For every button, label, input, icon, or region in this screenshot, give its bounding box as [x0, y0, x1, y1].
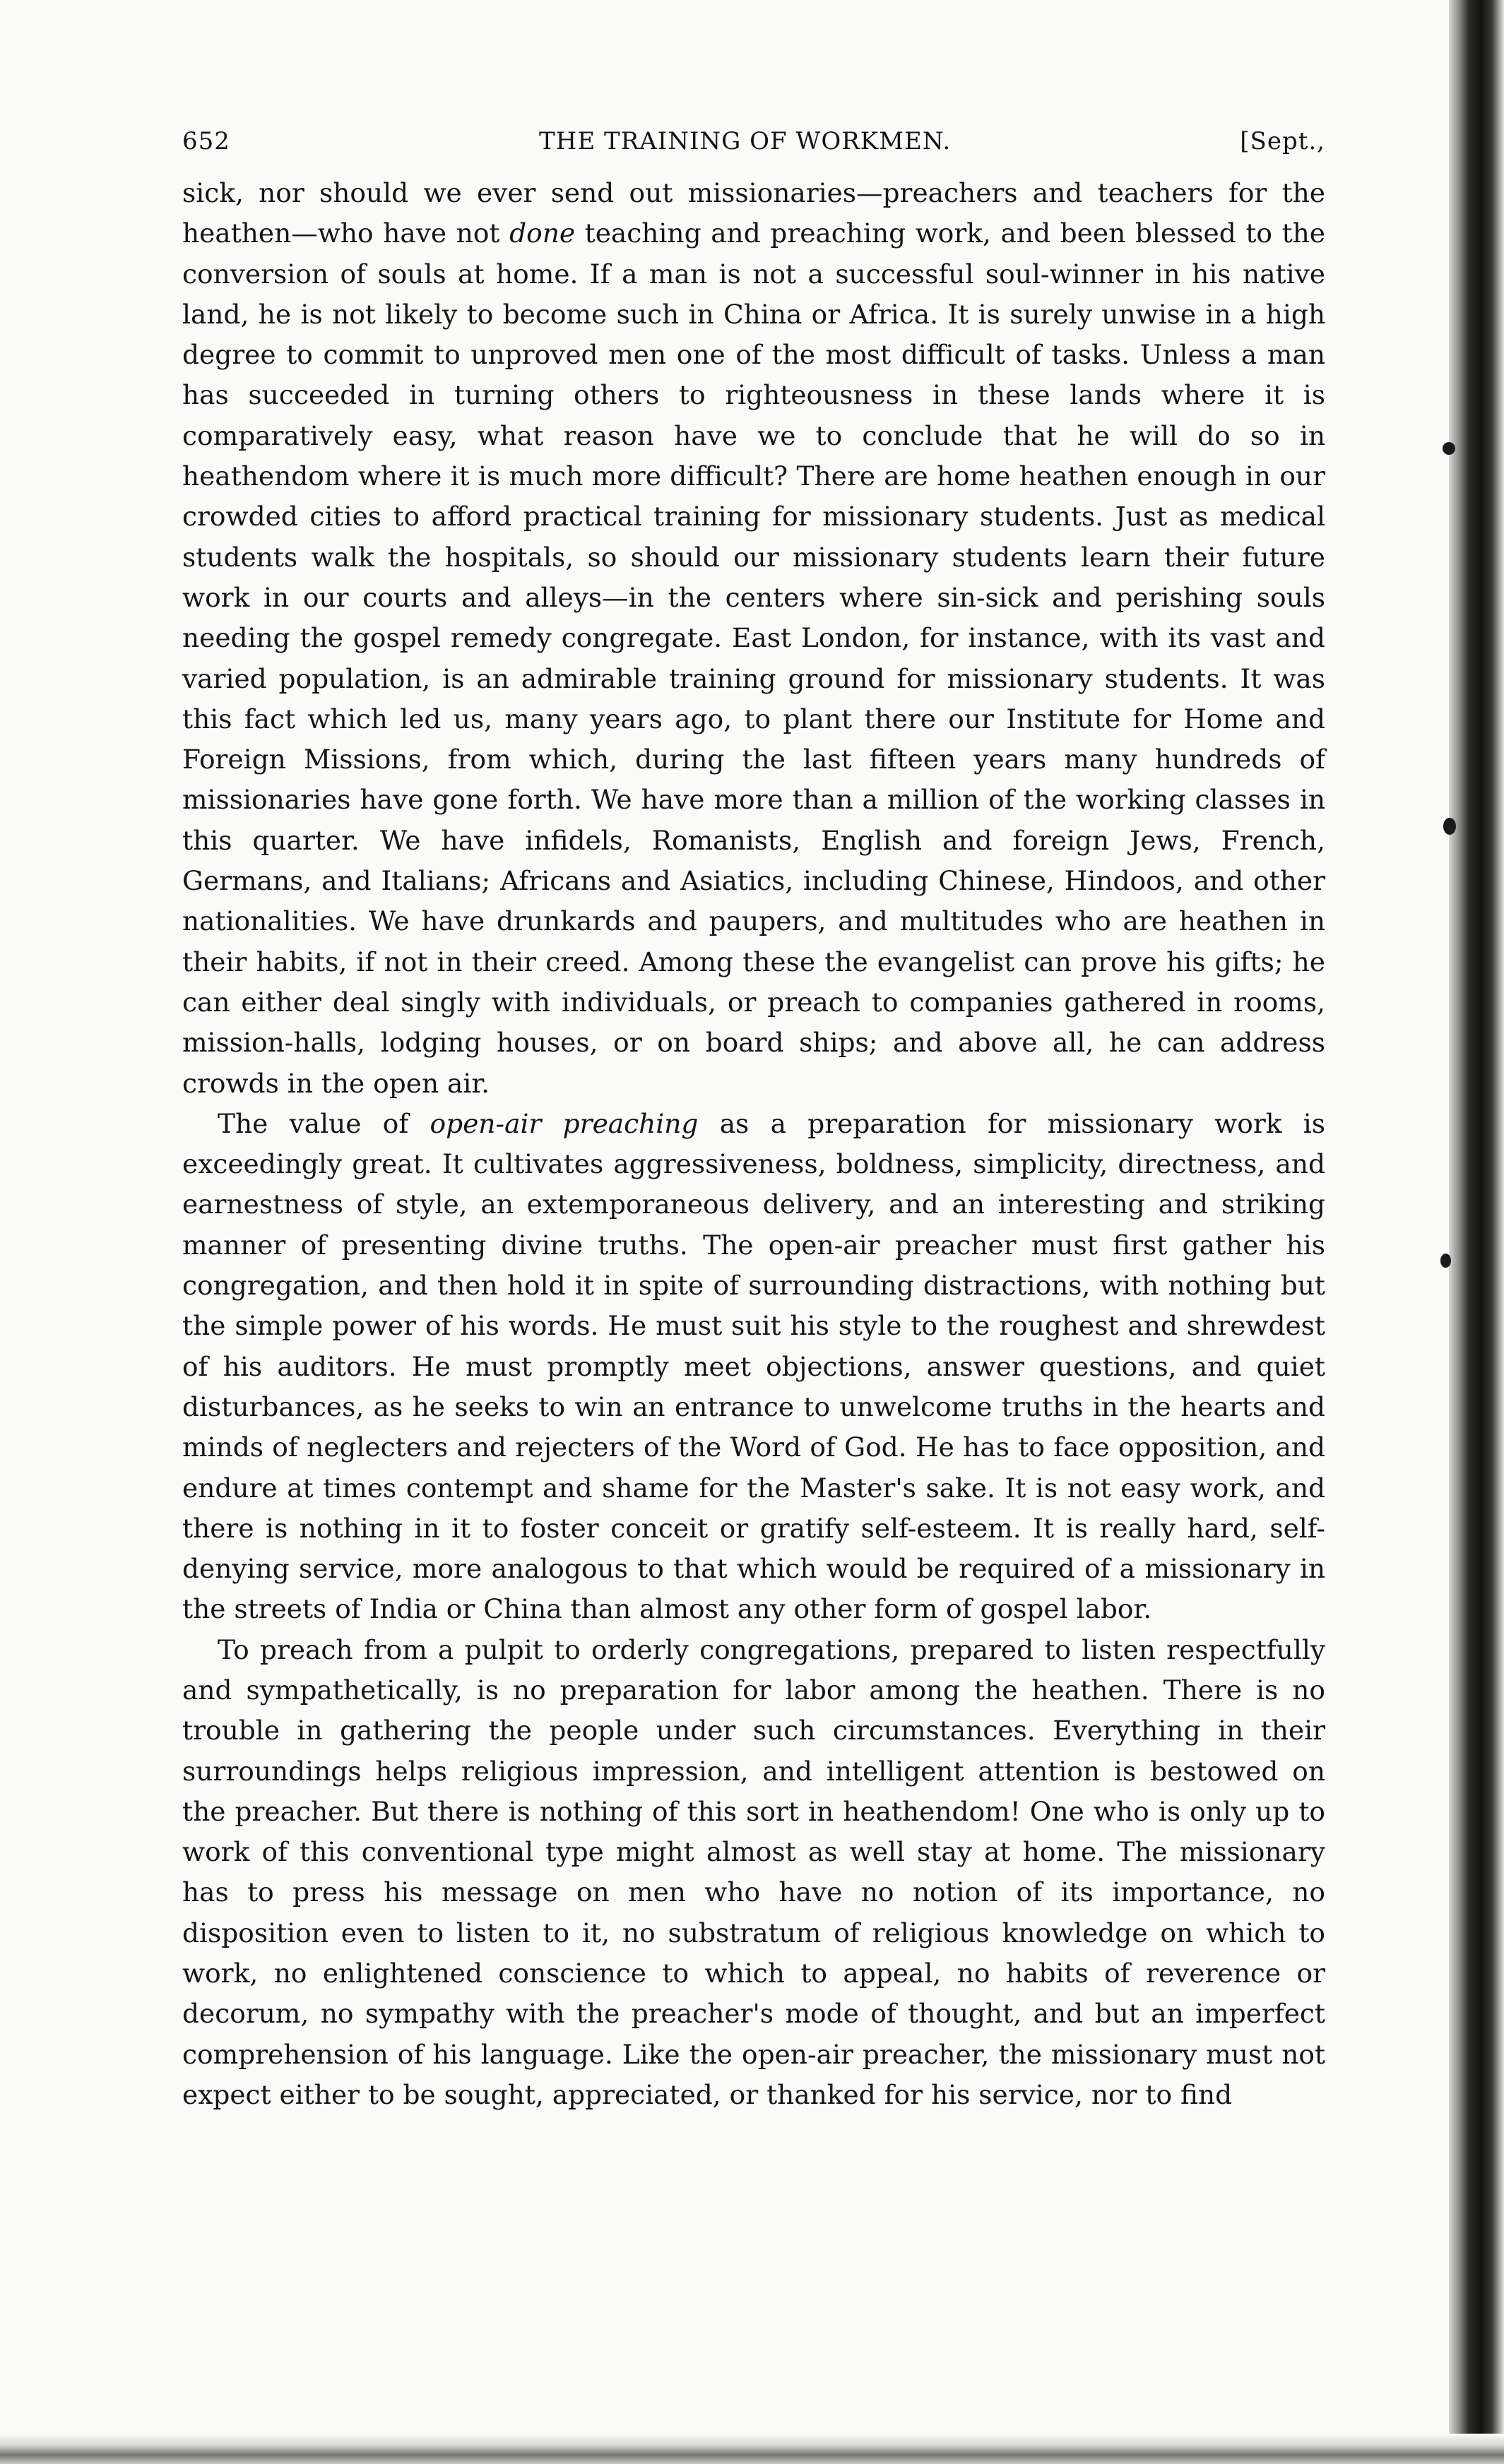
body-text	[182, 173, 1325, 2115]
page-bottom-edge	[0, 2434, 1504, 2464]
paragraph-1-text-1: sick, nor should we ever send out missionaries—preachers and teachers for the heathen—who have not	[182, 177, 1325, 249]
running-date: [Sept.,	[1240, 127, 1325, 155]
page-binding-edge	[1449, 0, 1504, 2464]
scan-speck	[1443, 442, 1455, 455]
paragraph-3-text-1: To preach from a pulpit to orderly congregations, prepared to listen respectfully and sympathetically, is no preparation for labor among the heathen. There is no trouble in gathering the people under such circumstances. Everything in their surroundings helps religious impression, and intelligent attention is bestowed on the preacher. But there is nothing of this sort in heathendom! One who is only up to work of this conventional type might almost as well stay at home. The missionary has to press his message on men who have no notion of its importance, no disposition even to listen to it, no substratum of religious knowledge on which to work, no enlightened conscience to which to appeal, no habits of reverence or decorum, no sympathy with the preacher's mode of thought, and but an imperfect comprehension of his language. Like the open-air preacher, the missionary must not expect either to be sought, appreciated, or thanked for his service, nor to find	[182, 1633, 1325, 2110]
paragraph-2	[182, 1104, 1325, 1630]
paragraph-1-text-2: teaching and preaching work, and been blessed to the conversion of souls at home. If a man is not a successful soul-winner in his native land, he is not likely to become such in China or Africa. It is surely unwise in a high degree to commit to unproved men one of the most difficult of tasks. Unless a man has succeeded in turning others to righteousness in these lands where it is comparatively easy, what reason have we to conclude that he will do so in heathendom where it is much more difficult? There are home heathen enough in our crowded cities to afford practical training for missionary students. Just as medical students walk the hospitals, so should our missionary students learn their future work in our courts and alleys—in the centers where sin-sick and perishing souls needing the gospel remedy congregate. East London, for instance, with its vast and varied population, is an admirable training ground for missionary students. It was this fact which led us, many years ago, to plant there our Institute for Home and Foreign Missions, from which, during the last fifteen years many hundreds of missionaries have gone forth. We have more than a million of the working classes in this quarter. We have infidels, Romanists, English and foreign Jews, French, Germans, and Italians; Africans and Asiatics, including Chinese, Hindoos, and other nationalities. We have drunkards and paupers, and multitudes who are heathen in their habits, if not in their creed. Among these the evangelist can prove his gifts; he can either deal singly with individuals, or preach to companies gathered in rooms, mission-halls, lodging houses, or on board ships; and above all, he can address crowds in the open air.	[182, 218, 1325, 1099]
scan-speck	[1440, 1254, 1451, 1268]
paragraph-1	[182, 173, 1325, 1104]
italic-open-air-preaching: open-air preaching	[430, 1107, 699, 1139]
running-head	[182, 127, 1325, 169]
scan-speck	[1443, 818, 1456, 835]
paragraph-3	[182, 1630, 1325, 2116]
page-number: 652	[182, 127, 230, 155]
italic-done: done	[509, 218, 576, 249]
paragraph-2-text-2: as a preparation for missionary work is exceedingly great. It cultivates aggressiveness, boldness, simplicity, directness, and earnestness of style, an extemporaneous delivery, and an interesting and striking manner of presenting divine truths. The open-air preacher must first gather his congregation, and then hold it in spite of surrounding distractions, with nothing but the simple power of his words. He must suit his style to the roughest and shrewdest of his auditors. He must promptly meet objections, answer questions, and quiet disturbances, as he seeks to win an entrance to unwelcome truths in the hearts and minds of neglecters and rejecters of the Word of God. He has to face opposition, and endure at times contempt and shame for the Master's sake. It is not easy work, and there is nothing in it to foster conceit or gratify self-esteem. It is really hard, self-denying service, more analogous to that which would be required of a missionary in the streets of India or China than almost any other form of gospel labor.	[182, 1107, 1326, 1625]
paragraph-2-text-1: The value of	[218, 1107, 430, 1139]
running-title: THE TRAINING OF WORKMEN.	[539, 127, 952, 155]
